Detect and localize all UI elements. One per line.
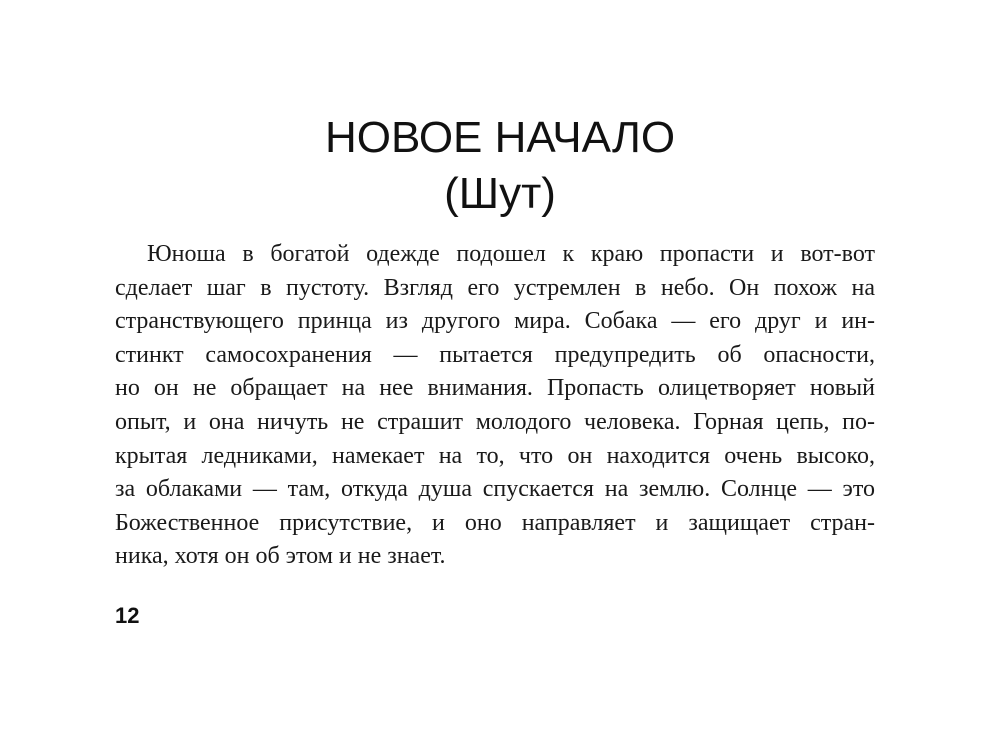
paragraph-line: за облаками — там, откуда душа спускается на землю. Солнце — это [115,476,875,503]
paragraph-line: сделает шаг в пустоту. Взгляд его устремлен в небо. Он похож на [115,274,875,301]
chapter-title: НОВОЕ НАЧАЛО [324,113,676,162]
body-paragraph [115,238,875,574]
paragraph-line: Юноша в богатой одежде подошел к краю пропасти и вот-вот [147,241,875,267]
paragraph-line: ника, хотя он об этом и не знает. [115,543,446,570]
paragraph-line: стинкт самосохранения — пытается предупредить об опасности, [115,341,875,368]
paragraph-line: крытая ледниками, намекает на то, что он находится очень высоко, [115,442,875,469]
paragraph-line: но он не обращает на нее внимания. Пропасть олицетворяет новый [115,375,875,402]
chapter-subtitle: (Шут) [444,169,556,218]
paragraph-line: странствующего принца из другого мира. Собака — его друг и ин- [115,308,875,335]
paragraph-line: опыт, и она ничуть не страшит молодого человека. Горная цепь, по- [115,408,875,435]
paragraph-line: Божественное присутствие, и оно направляет и защищает стран- [115,509,875,536]
page-number: 12 [115,603,140,628]
